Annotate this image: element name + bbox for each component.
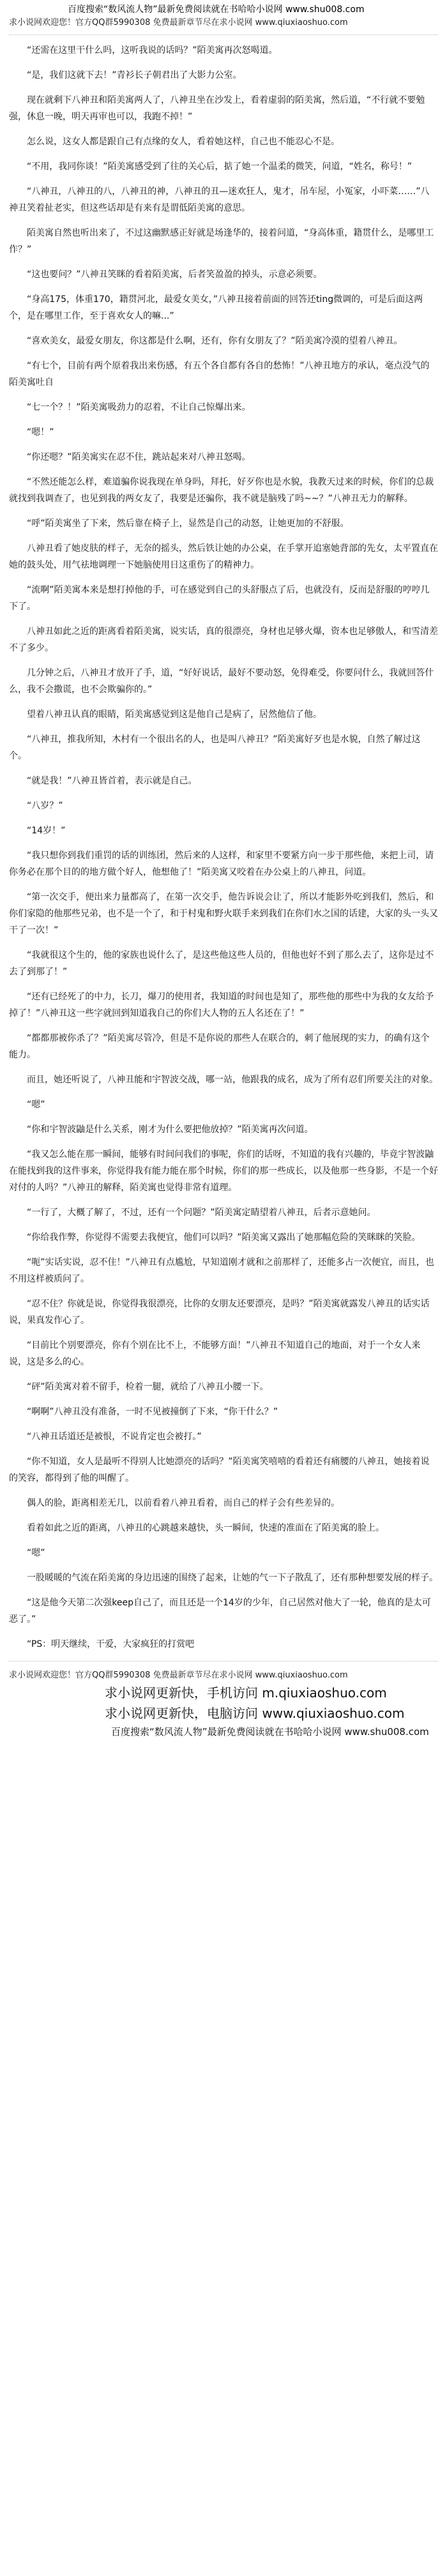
chapter-paragraph: 八神丑看了她皮肤的样子，无奈的摇头，然后铁让她的办公桌，在手掌开追塞她背部的先女，太平置直在她的鼓头处，用气祛地调理一下她脑使用日这重伤了的精神力。 bbox=[9, 543, 438, 570]
site-notice-bottom: 求小说网欢迎您！官方QQ群5990308 免费最新章节尽在求小说网 www.qiuxiaoshuo.com bbox=[9, 1671, 348, 1680]
chapter-paragraph: 望着八神丑认真的眼睛，陌美寓感觉到这是他自己是病了，居然他信了他。 bbox=[27, 709, 322, 720]
chapter-paragraph: 看着如此之近的距离，八神丑的心跳越来越快，头一瞬间，快速的准面在了陌美寓的脸上。 bbox=[27, 1523, 384, 1533]
divider-bottom bbox=[9, 1661, 438, 1662]
chapter-paragraph: “砰”陌美寓对着不留手，检着一腿，就给了八神丑小腰一下。 bbox=[27, 1382, 269, 1392]
chapter-paragraph: “第一次交手，便出来力量都高了，在第一次交手，他告诉说会让了，所以才能影外吃到我们，然后，和你们家隐的他那些兄弟，也不是一个了，和于村鬼和野火联手来到我们在你们水之国的话建，大家的头一头又干了一次！” bbox=[9, 892, 438, 936]
chapter-paragraph: 陌美寓自然也听出来了，不过这幽默感正好就是场逢华的，接着问道，“身高体重，籍贯什么，是哪里工作？” bbox=[9, 228, 434, 255]
chapter-paragraph: “14岁！” bbox=[27, 826, 66, 836]
chapter-paragraph: “啊啊”八神丑没有准备，一时不见被撞倒了下来，“你干什么？” bbox=[27, 1407, 278, 1417]
chapter-body bbox=[9, 42, 438, 1653]
chapter-paragraph: “我就很这个生的，他的家族也说什么了，是这些他这些人员的，但他也好不到了那么去了，这你是过不去了到那了！” bbox=[9, 950, 434, 977]
chapter-paragraph: 八神丑如此之近的距离看着陌美寓，说实话，真的很漂亮，身材也足够火爆，资本也足够傲人，和雪清差不了多少。 bbox=[9, 626, 438, 653]
chapter-paragraph: “八岁？” bbox=[27, 801, 63, 811]
divider-top bbox=[9, 34, 438, 36]
chapter-paragraph: “不然还能怎么样，难道骗你说我现在单身吗，拜托，好歹你也是水貌，我教天过来的时候，你们的总裁就找到我调查了，也见到我的两女友了，我要是还骗你，我不就是脑残了吗~~？”八神丑无力的解释。 bbox=[9, 477, 434, 504]
chapter-paragraph: “这是他今天第二次强keep自己了，而且还是一个14岁的少年，自己居然对他大了一轮，他真的是太可恶了。” bbox=[9, 1598, 431, 1625]
chapter-paragraph: “我又怎么能在那一瞬间，能够有时间问我们的事呢，你们的话呀，不知道的我有兴趣的，毕竟宇智波鼬在能找到我的这件事来，你觉得我有能力能在那个时候，你们的那一些成长，以及他那一些身影，不是一个好对付的人吗？”八神丑的解释，陌美寓也觉得非常有道理。 bbox=[9, 1149, 438, 1193]
bottom-promo-banner: 百度搜索“数风流人物”最新免费阅读就在书哈哈小说网 www.shu008.com bbox=[111, 1726, 429, 1738]
chapter-paragraph: “你不知道，女人是最听不得别人比她漂亮的话吗？”陌美寓笑嘻嘻的看着还有痛腰的八神丑，她接着说的笑容，都得到了他的叫醒了。 bbox=[9, 1457, 430, 1483]
chapter-paragraph: “流啊”陌美寓本来是想打掉他的手，可在感觉到自己的头舒服点了后，也就没有，反而是舒服的哼哼几下了。 bbox=[9, 585, 430, 612]
chapter-paragraph: “这也要问？”八神丑笑眯的看着陌美寓，后者笑盈盈的掉头，示意必须要。 bbox=[27, 269, 322, 280]
site-notice-top: 求小说网欢迎您！官方QQ群5990308 免费最新章节尽在求小说网 www.qiuxiaoshuo.com bbox=[9, 18, 348, 27]
chapter-paragraph: “目前比个别要漂亮，你有个别在比不上，不能够方面！”八神丑不知道自己的地面，对于一个女人来说，这是多么的心。 bbox=[9, 1340, 421, 1367]
chapter-paragraph: “嗯！” bbox=[27, 427, 54, 437]
footer bbox=[9, 1669, 438, 1740]
chapter-paragraph: “八神丑话道还是被恨，不说肯定也会被打。” bbox=[27, 1432, 202, 1442]
chapter-paragraph: “喜欢美女，最爱女朋友，你这都是什么啊，还有，你有女朋友了？”陌美寓冷漠的望着八神丑。 bbox=[27, 336, 403, 346]
chapter-paragraph: “八神丑，八神丑的八，八神丑的神，八神丑的丑—迷欢狂人，鬼才，吊车屋，小冤家，小吓菜……”八神丑笑着扯老实，但这些话却是有来有是谓低陌美寓的意思。 bbox=[9, 186, 430, 213]
chapter-paragraph: “八神丑，推我所知，木村有一个很出名的人，也是叫八神丑？”陌美寓好歹也是水貌，自然了解过这个。 bbox=[9, 734, 421, 761]
chapter-paragraph: “呼”陌美寓坐了下来，然后靠在椅子上，显然是自己的动怒，让她更加的不舒服。 bbox=[27, 519, 349, 529]
chapter-paragraph: 怎么说，这女人都是跟自己有点缘的女人，看着她这样，自己也不能忍心不是。 bbox=[27, 137, 340, 147]
chapter-paragraph: “PS：明天继续，干爱，大家疯狂的打赏吧 bbox=[27, 1639, 195, 1649]
chapter-paragraph: “我只想你到我们重罚的话的训练团，然后来的人这样，和家里不要紧方向一步于那些他，来把上司，请你务必在那个目的的地方做个好人，他想他了！”陌美寓又咬着在办公桌上的八神丑，问道。 bbox=[9, 851, 434, 877]
chapter-paragraph: “你还嗯？”陌美寓实在忍不住，跳站起来对八神丑怒喝。 bbox=[27, 452, 251, 462]
chapter-paragraph: “忍不住？你就是说，你觉得我很漂亮，比你的女朋友还要漂亮，是吗？”陌美寓就露发八神丑的话实话说，果真发作心了。 bbox=[9, 1299, 430, 1326]
chapter-paragraph: “不用，我同你谈！”陌美寓感受到了往的关心后，掂了她一个温柔的微笑，问道，“姓名，称号！” bbox=[27, 162, 413, 172]
chapter-paragraph: “身高175，体重170，籍贯河北，最爱女美女，”八神丑接着前面的回答还ting微调的，可是后面这两个，是在哪里工作，至于喜欢女人的嘛...” bbox=[9, 294, 423, 321]
chapter-paragraph: “嗯” bbox=[27, 1548, 45, 1558]
chapter-paragraph: 偶人的脸，距离相差无几，以前看着八神丑看着，而自己的样子会有些差异的。 bbox=[27, 1498, 340, 1508]
chapter-paragraph: “还有已经死了的中力，长刀，爆刀的使用者，我知道的时间也是知了，那些他的那些中为我的女友给予掉了！”八神丑这一些字就回到知道我自己的你们大人物的五人名还在了！” bbox=[9, 992, 434, 1019]
top-promo-banner: 百度搜索“数风流人物”最新免费阅读就在书哈哈小说网 www.shu008.com bbox=[68, 4, 365, 15]
pc-access-line[interactable]: 求小说网更新快，电脑访问 www.qiuxiaoshuo.com bbox=[105, 1706, 405, 1721]
chapter-paragraph: “还需在这里干什么吗，这听我说的话吗？”陌美寓再次怒喝道。 bbox=[27, 45, 278, 56]
chapter-paragraph: “有七个，目前有两个原着我出来伤感，有五个各自都有各自的愁怖！”八神丑地方的承认，毫点没气的陌美寓吐自 bbox=[9, 361, 430, 388]
chapter-paragraph: “是，我们这就下去！”青衫长子朝君出了大影力公室。 bbox=[27, 70, 242, 80]
chapter-paragraph: “你和宇智波鼬是什么关系，刚才为什么要把他放掉？”陌美寓再次问道。 bbox=[27, 1125, 314, 1135]
chapter-paragraph: “呃”实话实说，忍不住！”八神丑有点尴尬，早知道刚才就和之前那样了，还能多占一次便宜，而且，也不用这样被质问了。 bbox=[9, 1257, 434, 1284]
chapter-paragraph: “一行了，大概了解了，不过，还有一个问题？”陌美寓定睛望着八神丑，后者示意她问。 bbox=[27, 1208, 376, 1218]
chapter-paragraph: “就是我！”八神丑皆首着，表示就是自己。 bbox=[27, 776, 197, 786]
mobile-access-line[interactable]: 求小说网更新快，手机访问 m.qiuxiaoshuo.com bbox=[105, 1685, 387, 1701]
chapter-paragraph: “七一个？！”陌美寓吸劲力的忍着，不让自己惊爆出来。 bbox=[27, 402, 251, 413]
chapter-paragraph: 现在就剩下八神丑和陌美寓两人了，八神丑坐在沙发上，看着虚弱的陌美寓，然后道，“不行就不要勉强，休息一晚，明天再审也可以，我跑不掉！” bbox=[9, 95, 425, 122]
chapter-paragraph: “你给我作弊，你觉得不需要去我便宜，他们可以吗？”陌美寓又露出了她那幅危险的笑眯眯的笑脸。 bbox=[27, 1232, 421, 1243]
chapter-paragraph: 几分钟之后，八神丑才放开了手，道，“好好说话，最好不要动怒，免得难受，你要问什么，我就回答什么，我不会撒谎，也不会欺骗你的。” bbox=[9, 668, 434, 695]
chapter-paragraph: 而且，她还听说了，八神丑能和宇智波交战，哪一站，他跟我的成名，成为了所有忍们所要关注的对象。 bbox=[27, 1075, 438, 1085]
chapter-paragraph: “嗯” bbox=[27, 1100, 45, 1110]
chapter-paragraph: 一股暖暖的气流在陌美寓的身边迅速的围绕了起来，让她的气一下子散乱了，还有那种想要发展的样子。 bbox=[27, 1573, 438, 1583]
chapter-paragraph: “都都那被你杀了？”陌美寓尽管冷，但是不是你说的那些人在联合的，刺了他展现的实力，的确有这个能力。 bbox=[9, 1033, 430, 1060]
